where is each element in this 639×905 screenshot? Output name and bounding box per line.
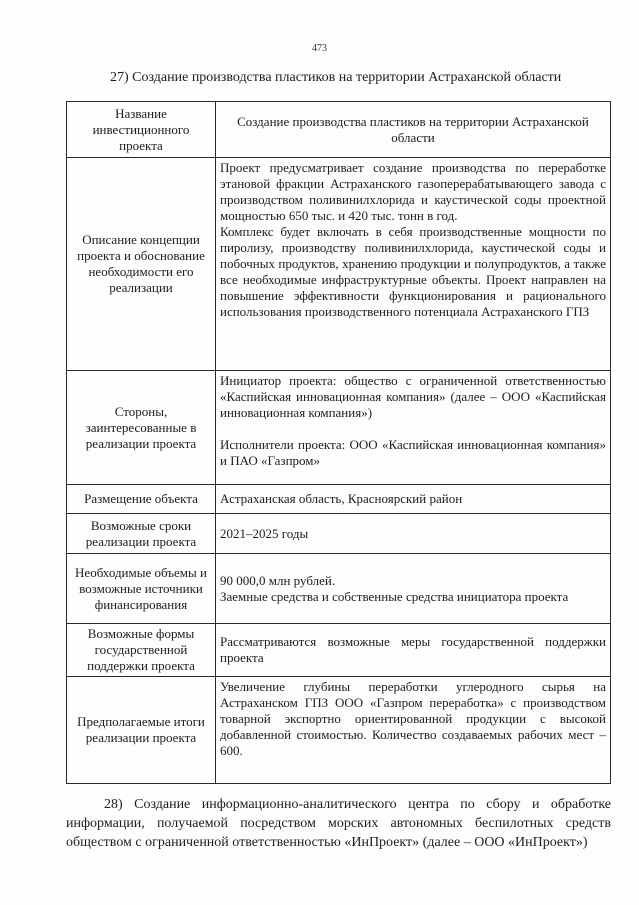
- row-value: [216, 624, 611, 677]
- value-paragraph: 2021–2025 годы: [220, 525, 309, 541]
- value-paragraph: 90 000,0 млн рублей.: [220, 572, 336, 588]
- row-label: Название инвестиционного проекта: [67, 102, 216, 158]
- row-value: [216, 485, 611, 514]
- value-paragraph: Создание производства пластиков на территории Астраханской области: [237, 113, 589, 145]
- row-label: Стороны, заинтересованные в реализации проекта: [67, 371, 216, 485]
- value-paragraph: Инициатор проекта: общество с ограниченной ответственностью «Каспийская инновационная компания» (далее – ООО «Каспийская инновационная компания»): [220, 373, 606, 420]
- row-value: [216, 102, 611, 158]
- row-label: Предполагаемые итоги реализации проекта: [67, 677, 216, 784]
- row-label: Необходимые объемы и возможные источники финансирования: [67, 554, 216, 624]
- table-row: [67, 485, 611, 514]
- row-value: [216, 677, 611, 784]
- table-row: [67, 677, 611, 784]
- row-label: Возможные сроки реализации проекта: [67, 514, 216, 554]
- row-value: [216, 554, 611, 624]
- row-value: [216, 158, 611, 371]
- section-heading: 27) Создание производства пластиков на территории Астраханской области: [110, 70, 562, 85]
- table-row: [67, 158, 611, 371]
- row-label: Возможные формы государственной поддержки проекта: [67, 624, 216, 677]
- table-row: [67, 554, 611, 624]
- table-row: [67, 624, 611, 677]
- row-label: Описание концепции проекта и обоснование необходимости его реализации: [67, 158, 216, 371]
- table-row: [67, 371, 611, 485]
- value-paragraph: Увеличение глубины переработки углеродного сырья на Астраханском ГПЗ ООО «Газпром переработка» с производством товарной экспортно ориентированной продукции с высокой добавленной стоимостью. Количество создаваемых рабочих мест – 600.: [220, 679, 606, 758]
- row-value: [216, 514, 611, 554]
- page-number: 473: [312, 43, 327, 54]
- project-table: [66, 101, 611, 784]
- value-paragraph: Комплекс будет включать в себя производственные мощности по пиролизу, производству поливинилхлорида, каустической соды и побочных продуктов, хранению продукции и полупродуктов, а также все необходимые инфраструктурные объекты. Проект направлен на повышение эффективности функционирования и рационального использования производственного потенциала Астраханского ГПЗ: [220, 224, 606, 319]
- value-paragraph: Проект предусматривает создание производства по переработке этановой фракции Астраханского газоперерабатывающего завода с производством поливинилхлорида и каустической соды проектной мощностью 650 тыс. и 420 тыс. тонн в год.: [220, 160, 606, 223]
- value-paragraph: Заемные средства и собственные средства инициатора проекта: [220, 588, 569, 604]
- table-row: [67, 514, 611, 554]
- value-paragraph: Исполнители проекта: ООО «Каспийская инновационная компания» и ПАО «Газпром»: [220, 437, 606, 468]
- row-value: [216, 371, 611, 485]
- footer-paragraph: 28) Создание информационно-аналитического центра по сбору и обработке информации, получаемой посредством морских автономных беспилотных средств обществом с ограниченной ответственностью «ИнПроект» (далее – ООО «ИнПроект»): [66, 797, 611, 850]
- table-row: [67, 102, 611, 158]
- value-paragraph: Рассматриваются возможные меры государственной поддержки проекта: [220, 634, 606, 665]
- row-label: Размещение объекта: [67, 485, 216, 514]
- value-paragraph: Астраханская область, Красноярский район: [220, 491, 463, 506]
